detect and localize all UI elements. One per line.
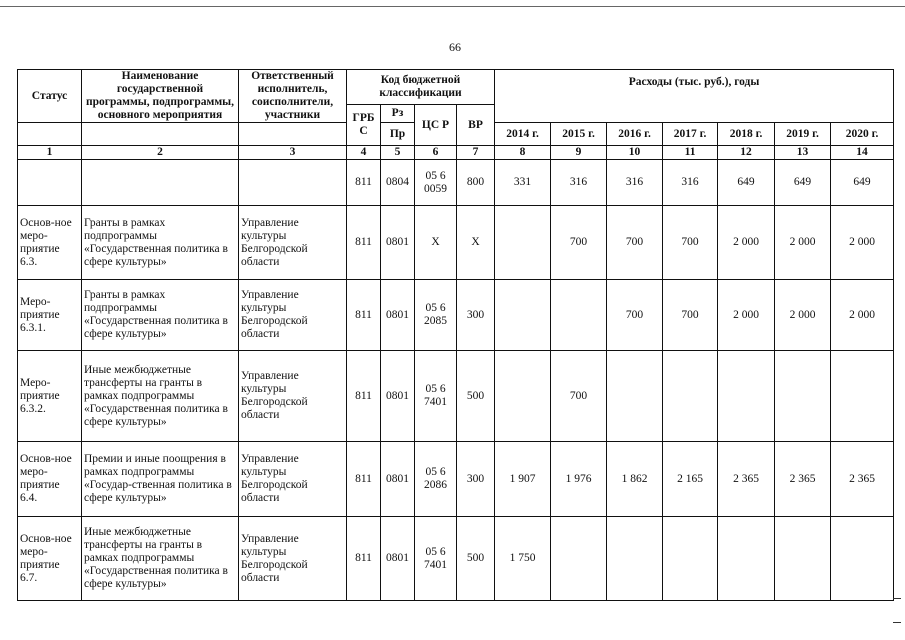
header-status-cont — [18, 123, 82, 146]
grbs-cell: 811 — [347, 351, 381, 442]
vr-cell: 500 — [457, 517, 495, 601]
rzpr-cell: 0801 — [381, 351, 415, 442]
vr-cell: 500 — [457, 351, 495, 442]
expense-value-cell — [551, 280, 607, 351]
expense-value-cell — [831, 351, 894, 442]
header-pr: Пр — [381, 123, 415, 146]
header-year-2018: 2018 г. — [718, 123, 775, 146]
responsible-cell — [239, 160, 347, 206]
header-year-2019: 2019 г. — [775, 123, 831, 146]
vr-cell: 800 — [457, 160, 495, 206]
expense-value-cell — [718, 517, 775, 601]
rzpr-cell: 0801 — [381, 206, 415, 280]
column-number: 1 — [18, 146, 82, 160]
expense-value-cell — [551, 517, 607, 601]
expense-value-cell — [495, 280, 551, 351]
name-cell: Гранты в рамках подпрограммы «Государственная политика в сфере культуры» — [82, 206, 239, 280]
expense-value-cell: 316 — [607, 160, 663, 206]
column-number: 8 — [495, 146, 551, 160]
expense-value-cell: 700 — [607, 280, 663, 351]
column-number: 10 — [607, 146, 663, 160]
header-year-2015: 2015 г. — [551, 123, 607, 146]
expense-value-cell: 316 — [663, 160, 718, 206]
expense-value-cell — [663, 517, 718, 601]
status-cell: Основ-ное меро-приятие 6.3. — [18, 206, 82, 280]
top-border-line — [0, 6, 905, 7]
column-number: 7 — [457, 146, 495, 160]
column-number: 14 — [831, 146, 894, 160]
expense-value-cell: 700 — [551, 351, 607, 442]
expense-value-cell: 331 — [495, 160, 551, 206]
column-number: 4 — [347, 146, 381, 160]
edge-mark — [893, 622, 901, 623]
vr-cell: 300 — [457, 280, 495, 351]
column-number: 2 — [82, 146, 239, 160]
table-row — [18, 160, 894, 206]
header-rz: Рз — [381, 105, 415, 123]
expense-value-cell: 2 000 — [831, 206, 894, 280]
expense-value-cell: 649 — [831, 160, 894, 206]
table-row — [18, 442, 894, 517]
header-expenses: Расходы (тыс. руб.), годы — [495, 70, 894, 123]
expense-value-cell: 2 165 — [663, 442, 718, 517]
expense-value-cell — [831, 517, 894, 601]
rzpr-cell: 0804 — [381, 160, 415, 206]
expense-value-cell: 1 976 — [551, 442, 607, 517]
grbs-cell: 811 — [347, 280, 381, 351]
expense-value-cell — [495, 351, 551, 442]
column-number: 3 — [239, 146, 347, 160]
grbs-cell: 811 — [347, 442, 381, 517]
grbs-cell: 811 — [347, 160, 381, 206]
csr-cell: 05 6 2085 — [415, 280, 457, 351]
expense-value-cell: 2 000 — [718, 206, 775, 280]
responsible-cell: Управление культуры Белгородской области — [239, 351, 347, 442]
table-row — [18, 351, 894, 442]
csr-cell: Х — [415, 206, 457, 280]
expense-value-cell — [495, 206, 551, 280]
column-number: 13 — [775, 146, 831, 160]
grbs-cell: 811 — [347, 517, 381, 601]
header-year-2017: 2017 г. — [663, 123, 718, 146]
page-number: 66 — [449, 40, 461, 54]
header-year-2016: 2016 г. — [607, 123, 663, 146]
header-row-1 — [18, 70, 894, 105]
status-cell — [18, 160, 82, 206]
table-body — [18, 160, 894, 601]
header-name: Наименование государственной программы, подпрограммы, основного мероприятия — [82, 70, 239, 123]
header-status: Статус — [18, 70, 82, 123]
header-budget-code: Код бюджетной классификации — [347, 70, 495, 105]
edge-mark — [893, 598, 901, 599]
expense-value-cell — [775, 517, 831, 601]
column-number: 9 — [551, 146, 607, 160]
expense-value-cell: 2 000 — [775, 280, 831, 351]
expense-value-cell: 1 907 — [495, 442, 551, 517]
status-cell: Основ-ное меро-приятие 6.7. — [18, 517, 82, 601]
name-cell: Гранты в рамках подпрограммы «Государственная политика в сфере культуры» — [82, 280, 239, 351]
expense-value-cell: 2 000 — [718, 280, 775, 351]
expense-value-cell: 1 750 — [495, 517, 551, 601]
column-number-row — [18, 146, 894, 160]
responsible-cell: Управление культуры Белгородской области — [239, 280, 347, 351]
rzpr-cell: 0801 — [381, 517, 415, 601]
responsible-cell: Управление культуры Белгородской области — [239, 442, 347, 517]
name-cell — [82, 160, 239, 206]
expense-value-cell: 700 — [663, 206, 718, 280]
column-number: 6 — [415, 146, 457, 160]
expense-value-cell — [718, 351, 775, 442]
name-cell: Премии и иные поощрения в рамках подпрограммы «Государ-ственная политика в сфере культуры» — [82, 442, 239, 517]
expense-value-cell: 1 862 — [607, 442, 663, 517]
column-number: 5 — [381, 146, 415, 160]
expense-value-cell: 649 — [718, 160, 775, 206]
table-row — [18, 280, 894, 351]
csr-cell: 05 6 7401 — [415, 517, 457, 601]
column-number: 11 — [663, 146, 718, 160]
expense-value-cell: 700 — [551, 206, 607, 280]
status-cell: Меро-приятие 6.3.1. — [18, 280, 82, 351]
csr-cell: 05 6 0059 — [415, 160, 457, 206]
vr-cell: 300 — [457, 442, 495, 517]
header-grbs: ГРБ С — [347, 105, 381, 146]
vr-cell: Х — [457, 206, 495, 280]
expense-value-cell — [775, 351, 831, 442]
table-row — [18, 517, 894, 601]
rzpr-cell: 0801 — [381, 280, 415, 351]
name-cell: Иные межбюджетные трансферты на гранты в рамках подпрограммы «Государственная политика в сфере культуры» — [82, 351, 239, 442]
status-cell: Основ-ное меро-приятие 6.4. — [18, 442, 82, 517]
expense-value-cell: 700 — [607, 206, 663, 280]
expense-value-cell: 2 365 — [831, 442, 894, 517]
column-number: 12 — [718, 146, 775, 160]
expense-value-cell — [607, 351, 663, 442]
name-cell: Иные межбюджетные трансферты на гранты в рамках подпрограммы «Государственная политика в сфере культуры» — [82, 517, 239, 601]
header-year-2020: 2020 г. — [831, 123, 894, 146]
csr-cell: 05 6 2086 — [415, 442, 457, 517]
expense-value-cell — [663, 351, 718, 442]
grbs-cell: 811 — [347, 206, 381, 280]
header-name-cont — [82, 123, 239, 146]
header-year-2014: 2014 г. — [495, 123, 551, 146]
responsible-cell: Управление культуры Белгородской области — [239, 517, 347, 601]
expense-value-cell: 649 — [775, 160, 831, 206]
header-responsible-cont — [239, 123, 347, 146]
header-responsible: Ответственный исполнитель, соисполнители, участники — [239, 70, 347, 123]
expense-value-cell: 316 — [551, 160, 607, 206]
expense-value-cell: 700 — [663, 280, 718, 351]
rzpr-cell: 0801 — [381, 442, 415, 517]
csr-cell: 05 6 7401 — [415, 351, 457, 442]
expense-value-cell: 2 365 — [775, 442, 831, 517]
responsible-cell: Управление культуры Белгородской области — [239, 206, 347, 280]
header-csr: ЦС Р — [415, 105, 457, 146]
expense-value-cell: 2 000 — [775, 206, 831, 280]
table-row — [18, 206, 894, 280]
header-vr: ВР — [457, 105, 495, 146]
expense-value-cell — [607, 517, 663, 601]
budget-table — [17, 69, 894, 601]
expense-value-cell: 2 365 — [718, 442, 775, 517]
expense-value-cell: 2 000 — [831, 280, 894, 351]
status-cell: Меро-приятие 6.3.2. — [18, 351, 82, 442]
